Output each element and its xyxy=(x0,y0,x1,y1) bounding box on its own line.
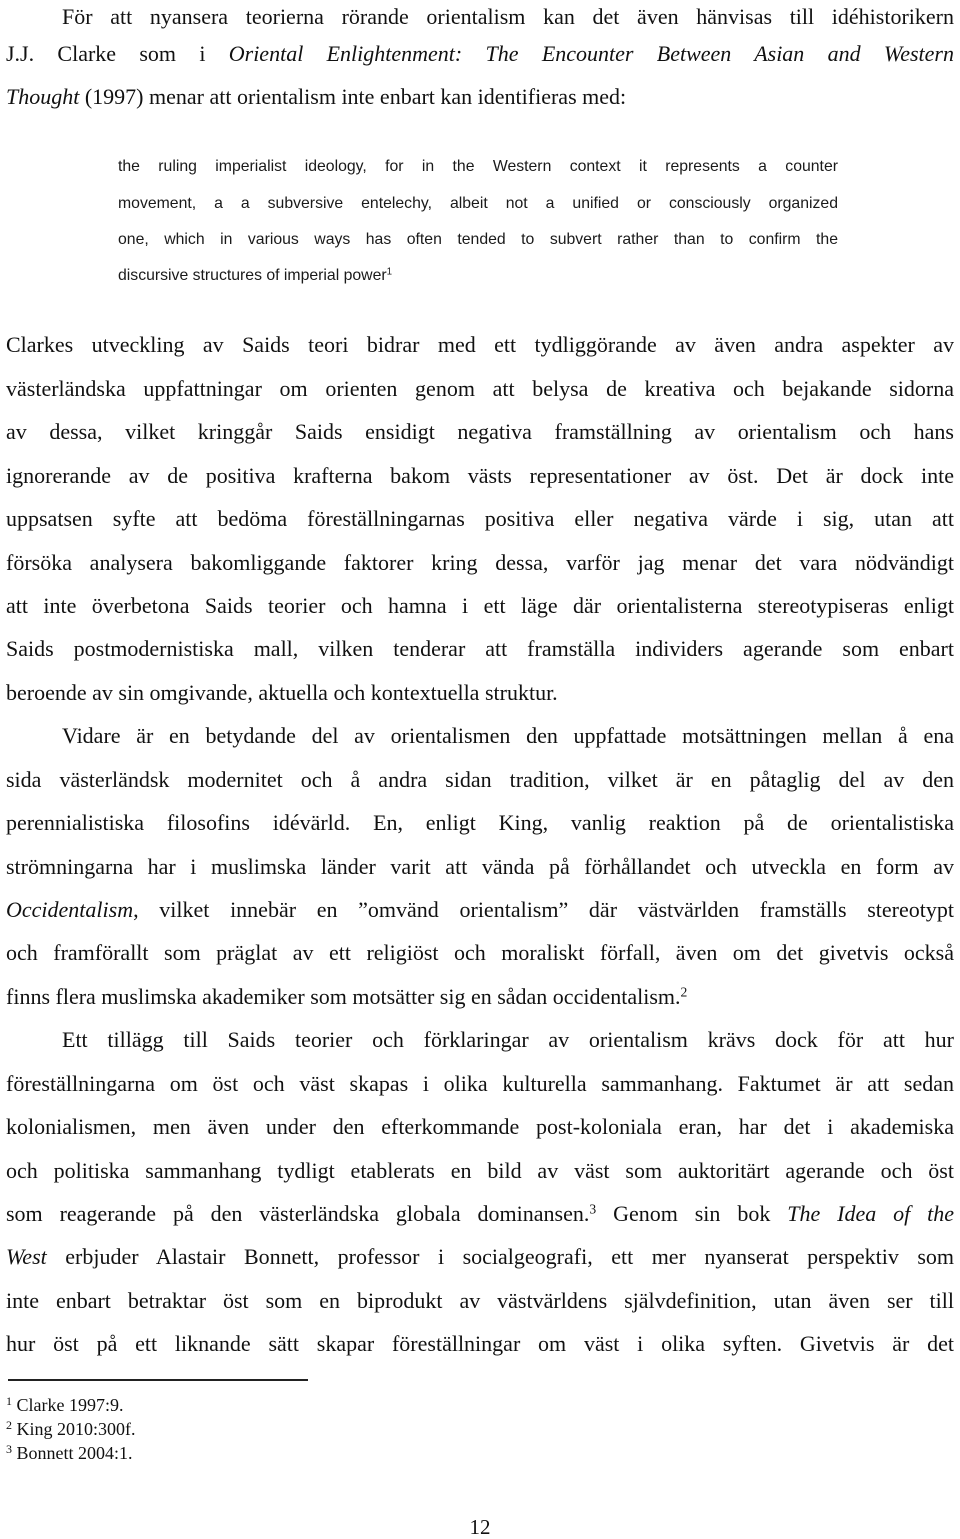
text-line: ignorerande av de positiva krafterna bakom västs representationer av öst. Det är dock inte xyxy=(6,463,954,488)
text-line: att inte överbetona Saids teorier och hamna i ett läge där orientalisterna stereotypiseras enligt xyxy=(6,593,954,618)
text-line xyxy=(6,1246,954,1268)
text-line: Vidare är en betydande del av orientalismen den uppfattade motsättningen mellan å ena xyxy=(62,723,954,748)
text-line: kolonialismen, men även under den efterkommande post-koloniala eran, har det i akademiska xyxy=(6,1114,954,1139)
footnote xyxy=(6,1444,133,1462)
text-span: (1997) menar att orientalism inte enbart kan identifieras med: xyxy=(79,84,627,109)
block-quote-line: movement, a a subversive entelechy, albeit not a unified or consciously organized xyxy=(118,195,838,212)
text-line: uppsatsen syfte att bedöma föreställningarnas positiva eller negativa värde i sig, utan att xyxy=(6,506,954,531)
footnote-ref: 1 xyxy=(386,266,393,278)
text-line: perennialistiska filosofins idévärld. En, enligt King, vanlig reaktion på de orientalistiska xyxy=(6,810,954,835)
text-line: och politiska sammanhang tydligt etablerats en bild av väst som auktoritärt agerande och öst xyxy=(6,1158,954,1183)
book-title: The Idea of the xyxy=(787,1201,954,1226)
text-span: finns flera muslimska akademiker som motsätter sig en sådan occidentalism. xyxy=(6,984,681,1009)
text-line: beroende av sin omgivande, aktuella och kontextuella struktur. xyxy=(6,680,558,705)
footnote xyxy=(6,1396,123,1414)
text-span: som reagerande på den västerländska globala dominansen. xyxy=(6,1201,590,1226)
text-line: och framförallt som präglat av ett religiöst och moraliskt förfall, även om det givetvis också xyxy=(6,940,954,965)
page-number: 12 xyxy=(469,1515,491,1539)
text-span: erbjuder Alastair Bonnett, professor i socialgeografi, ett mer nyanserat perspektiv som xyxy=(46,1244,954,1269)
book-title: Thought xyxy=(6,84,80,109)
text-line: Ett tillägg till Saids teorier och förklaringar av orientalism krävs dock för att hur xyxy=(62,1027,954,1052)
text-line: strömningarna har i muslimska länder varit att vända på förhållandet och utveckla en form av xyxy=(6,854,954,879)
block-quote-line: one, which in various ways has often tended to subvert rather than to confirm the xyxy=(118,231,838,248)
text-line: försöka analysera bakomliggande faktorer kring dessa, varför jag menar det vara nödvändigt xyxy=(6,550,954,575)
book-title: Oriental Enlightenment: The Encounter Between Asian and Western xyxy=(228,41,954,66)
footnote-divider xyxy=(8,1379,308,1381)
block-quote-line: the ruling imperialist ideology, for in the Western context it represents a counter xyxy=(118,158,838,175)
text-line xyxy=(62,6,954,28)
text-line xyxy=(6,899,954,921)
text-line: hur öst på ett liknande sätt skapar föreställningar om väst i olika syften. Givetvis är det xyxy=(6,1331,954,1356)
footnote-number: 1 xyxy=(6,1394,12,1408)
footnote-number: 3 xyxy=(6,1442,12,1456)
text-span: Genom sin bok xyxy=(596,1201,788,1226)
text-span: För att nyansera teorierna rörande orientalism kan det även hänvisas till idéhistorikern xyxy=(62,4,954,29)
text-line: inte enbart betraktar öst som en biprodukt av västvärldens självdefinition, utan även ser till xyxy=(6,1288,954,1313)
text-line: västerländska uppfattningar om orienten genom att belysa de kreativa och bejakande sidorna xyxy=(6,376,954,401)
text-line: Saids postmodernistiska mall, vilken tenderar att framställa individers agerande som enbart xyxy=(6,636,954,661)
footnote-ref: 2 xyxy=(680,984,688,1000)
text-line: Clarkes utveckling av Saids teori bidrar med ett tydliggörande av även andra aspekter av xyxy=(6,332,954,357)
footnote-text: King 2010:300f. xyxy=(16,1419,136,1439)
text-line xyxy=(6,986,687,1008)
term-occidentalism: Occidentalism xyxy=(6,897,134,922)
text-line: sida västerländsk modernitet och å andra sidan tradition, vilket är en påtaglig del av den xyxy=(6,767,954,792)
footnote-number: 2 xyxy=(6,1418,12,1432)
footnote-text: Clarke 1997:9. xyxy=(16,1395,124,1415)
text-span: discursive structures of imperial power xyxy=(118,267,387,284)
text-line: föreställningarna om öst och väst skapas i olika kulturella sammanhang. Faktumet är att sedan xyxy=(6,1071,954,1096)
text-line xyxy=(6,43,954,65)
footnote-text: Bonnett 2004:1. xyxy=(16,1443,133,1463)
text-line: av dessa, vilket kringgår Saids ensidigt negativa framställning av orientalism och hans xyxy=(6,419,954,444)
text-span: , vilket innebär en ”omvänd orientalism” där västvärlden framställs stereotypt xyxy=(133,897,954,922)
book-title: West xyxy=(6,1244,47,1269)
text-span: J.J. Clarke som i xyxy=(6,41,229,66)
text-line xyxy=(6,1203,954,1225)
block-quote-line xyxy=(118,268,838,284)
text-line xyxy=(6,86,626,108)
footnote-ref: 3 xyxy=(589,1201,597,1217)
footnote xyxy=(6,1420,136,1438)
